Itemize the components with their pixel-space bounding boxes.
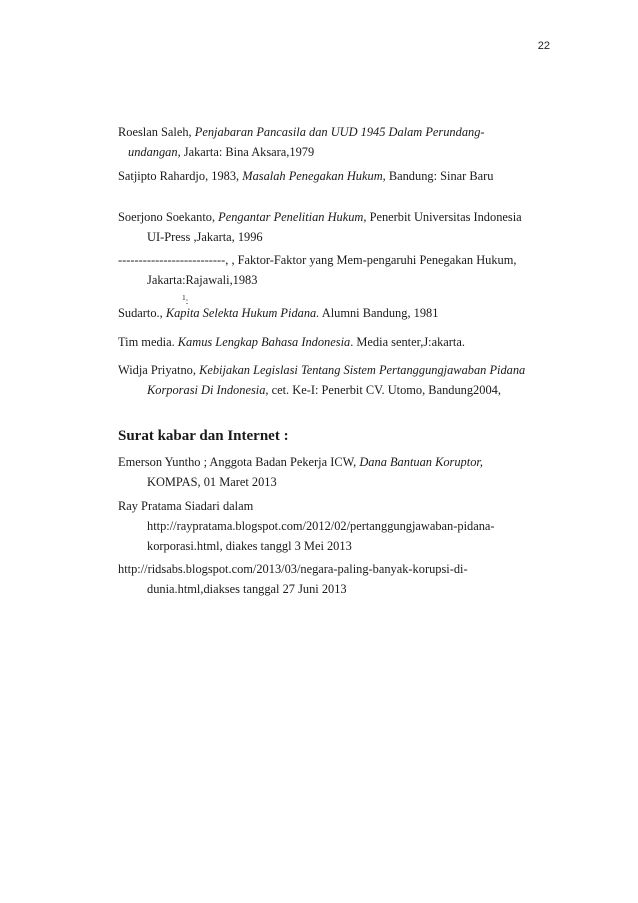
ref-line: Ray Pratama Siadari dalam [118, 499, 254, 513]
ref-url-cont: korporasi.html, diakes tanggl 3 Mei 2013 [147, 539, 352, 553]
ref-author: Satjipto Rahardjo, 1983, [118, 169, 243, 183]
ref-url: http://raypratama.blogspot.com/2012/02/pertanggungjawaban-pidana- [147, 519, 495, 533]
ref-url: http://ridsabs.blogspot.com/2013/03/negara-paling-banyak-korupsi-di- [118, 562, 468, 576]
ref-publication-cont: KOMPAS, 01 Maret 2013 [147, 475, 277, 489]
reference-entry [118, 166, 538, 186]
footnote-colon: : [185, 296, 189, 306]
ref-title: Penjabaran Pancasila dan UUD 1945 Dalam Perundang- [194, 125, 485, 139]
ref-author: Emerson Yuntho ; Anggota Badan Pekerja ICW, [118, 455, 360, 469]
ref-author: Tim media. [118, 335, 178, 349]
ref-publication-cont: UI-Press ,Jakarta, 1996 [147, 230, 263, 244]
ref-author: Roeslan Saleh, [118, 125, 195, 139]
reference-entry [118, 559, 538, 599]
ref-title: Kapita Selekta Hukum Pidana. [165, 306, 320, 320]
ref-publication-cont: Jakarta:Rajawali,1983 [147, 273, 258, 287]
reference-entry [118, 122, 538, 162]
ref-publication: , Bandung: Sinar Baru [382, 169, 494, 183]
ref-title: Kamus Lengkap Bahasa Indonesia [177, 335, 351, 349]
section-heading: Surat kabar dan Internet : [118, 428, 289, 444]
reference-entry [118, 250, 538, 290]
ref-url-cont: dunia.html,diakses tanggal 27 Juni 2013 [147, 582, 347, 596]
reference-entry [118, 332, 538, 352]
ref-title-cont: Korporasi Di Indonesia [147, 383, 266, 397]
ref-publication: Alumni Bandung, 1981 [319, 306, 439, 320]
footnote-number: 1 [182, 293, 186, 302]
reference-entry [118, 303, 538, 323]
ref-author: Widja Priyatno, [118, 363, 200, 377]
page-number: 22 [537, 40, 550, 52]
reference-entry [118, 496, 538, 556]
ref-author: Soerjono Soekanto, [118, 210, 219, 224]
ref-line: --------------------------, , Faktor-Faktor yang Mem-pengaruhi Penegakan Hukum, [118, 253, 517, 267]
ref-title-cont: undangan [128, 145, 178, 159]
ref-title: Masalah Penegakan Hukum [242, 169, 383, 183]
reference-entry [118, 207, 538, 247]
reference-entry [118, 452, 538, 492]
ref-publication: , Jakarta: Bina Aksara,1979 [177, 145, 315, 159]
ref-author: Sudarto., [118, 306, 166, 320]
ref-publication: Penerbit Universitas Indonesia [366, 210, 522, 224]
section-heading-block [118, 426, 538, 446]
ref-title: Kebijakan Legislasi Tentang Sistem Pertanggungjawaban Pidana [199, 363, 526, 377]
ref-publication: , cet. Ke-I: Penerbit CV. Utomo, Bandung2004, [265, 383, 501, 397]
ref-title: Dana Bantuan Koruptor, [359, 455, 483, 469]
ref-title: Pengantar Penelitian Hukum, [218, 210, 367, 224]
reference-entry [118, 360, 538, 400]
ref-publication: . Media senter,J:akarta. [350, 335, 465, 349]
